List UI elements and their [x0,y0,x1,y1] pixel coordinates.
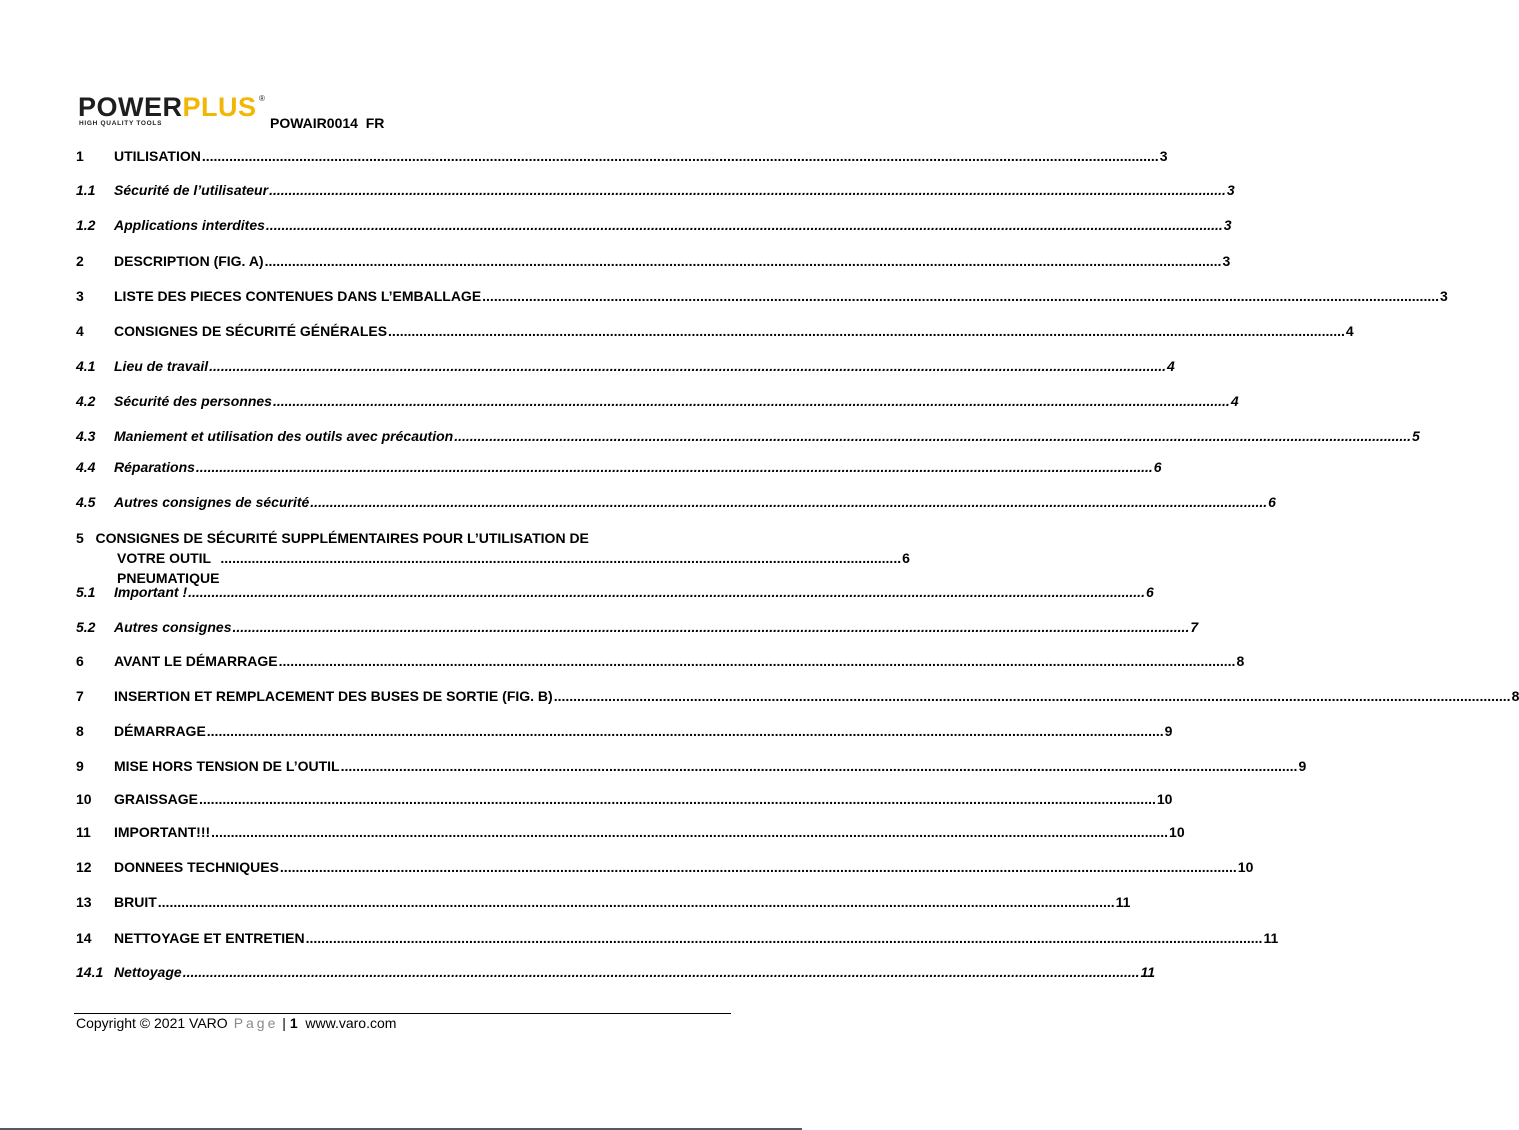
toc-entry[interactable] [76,146,1168,166]
toc-number: 5.1 [76,584,96,600]
toc-page: 9 [1298,758,1307,774]
page-footer [76,1015,396,1031]
toc-title-cont: VOTRE OUTIL PNEUMATIQUE [117,550,220,586]
toc-page: 11 [1140,964,1156,980]
toc-page: 8 [1511,688,1519,704]
toc-entry[interactable] [76,756,1307,776]
toc-number: 4.3 [76,428,96,444]
toc-number: 12 [76,859,92,875]
toc-title: CONSIGNES DE SÉCURITÉ GÉNÉRALES [114,323,388,339]
toc-leader [554,686,1511,706]
toc-title: AVANT LE DÉMARRAGE [114,653,278,669]
toc-page: 6 [902,550,910,566]
logo-tagline: HIGH QUALITY TOOLS [79,120,163,127]
toc-page: 4 [1167,358,1175,374]
toc-entry[interactable] [76,391,1239,411]
copyright-text: Copyright © 2021 VARO [76,1015,228,1031]
toc-leader [202,146,1159,166]
toc-title: NETTOYAGE ET ENTRETIEN [114,930,305,946]
page-number: 1 [289,1015,298,1031]
toc-entry[interactable] [76,928,1279,948]
toc-number: 4.2 [76,393,96,409]
toc-number: 4.1 [76,358,96,374]
toc-entry[interactable] [76,457,1162,477]
toc-title: Nettoyage [114,964,182,980]
toc-leader [310,492,1267,512]
toc-leader [207,721,1164,741]
toc-title: UTILISATION [114,148,201,164]
website-link[interactable]: www.varo.com [305,1015,397,1031]
toc-title: Lieu de travail [114,358,209,374]
toc-page: 3 [1440,288,1448,304]
toc-number: 4 [76,323,84,339]
toc-title: Sécurité des personnes [114,393,272,409]
toc-number: 7 [76,688,84,704]
toc-page: 4 [1230,393,1239,409]
toc-page: 5 [1412,428,1420,444]
toc-title: LISTE DES PIECES CONTENUES DANS L’EMBALLAGE [114,288,482,304]
toc-entry[interactable] [76,215,1232,235]
toc-title: Autres consignes de sécurité [114,494,310,510]
document-code: POWAIR0014 FR [270,115,385,131]
toc-number: 10 [76,791,92,807]
logo-wordmark: POWERPLUS [78,92,257,122]
toc-number: 14 [76,930,92,946]
toc-page: 9 [1164,723,1173,739]
toc-leader [196,457,1153,477]
registered-mark: ® [259,94,265,103]
toc-page: 8 [1236,653,1245,669]
toc-title: DESCRIPTION (FIG. A) [114,253,264,269]
toc-number: 2 [76,253,84,269]
toc-page: 7 [1190,619,1199,635]
toc-page: 6 [1268,494,1276,510]
toc-leader [269,180,1226,200]
toc-page: 3 [1226,182,1235,198]
toc-leader [211,822,1168,842]
toc-entry[interactable] [76,857,1254,877]
toc-entry[interactable] [76,528,910,586]
toc-number: 11 [76,824,91,840]
toc-title: DONNEES TECHNIQUES [114,859,279,875]
toc-title: INSERTION ET REMPLACEMENT DES BUSES DE SORTIE (FIG. B) [114,688,553,704]
toc-page: 3 [1223,217,1232,233]
toc-entry[interactable] [76,822,1185,842]
toc-entry[interactable] [76,426,1420,446]
toc-title: Sécurité de l’utilisateur [114,182,269,198]
toc-number: 1 [76,148,84,164]
toc-number: 3 [76,288,84,304]
toc-number: 1.2 [76,217,96,233]
toc-leader [266,215,1223,235]
toc-leader [388,321,1345,341]
toc-entry[interactable] [76,789,1173,809]
toc-entry[interactable] [76,721,1173,741]
powerplus-logo [78,93,268,129]
toc-title: Autres consignes [114,619,232,635]
toc-title: MISE HORS TENSION DE L’OUTIL [114,758,340,774]
toc-leader: ............................................................................................................................................................................... [220,550,902,566]
toc-leader [273,391,1230,411]
toc-leader [306,928,1263,948]
toc-page: 6 [1153,459,1162,475]
toc-page: 3 [1159,148,1168,164]
toc-title: IMPORTANT!!! [114,824,211,840]
toc-page: 4 [1345,323,1354,339]
toc-entry[interactable] [76,286,1448,306]
toc-number: 13 [76,894,92,910]
toc-title: GRAISSAGE [114,791,199,807]
toc-page: 10 [1169,824,1185,840]
toc-number: 8 [76,723,84,739]
toc-leader [232,617,1189,637]
toc-title: Important ! [114,584,188,600]
toc-title: BRUIT [114,894,157,910]
toc-page: 11 [1115,894,1131,910]
toc-leader [341,756,1298,776]
toc-leader [265,251,1222,271]
toc-entry[interactable] [76,617,1199,637]
toc-page: 10 [1237,859,1254,875]
toc-entry[interactable] [76,492,1276,512]
toc-leader [158,892,1115,912]
toc-number: 5.2 [76,619,96,635]
toc-title: Réparations [114,459,195,475]
footer-divider [74,1013,731,1014]
toc-entry[interactable] [76,582,1154,602]
toc-number: 4.5 [76,494,96,510]
toc-page: 11 [1263,930,1279,946]
toc-number: 4.4 [76,459,96,475]
toc-leader [454,426,1411,446]
toc-leader [209,356,1166,376]
toc-entry[interactable] [76,892,1131,912]
toc-title: Maniement et utilisation des outils avec précaution [114,428,454,444]
toc-entry[interactable] [76,321,1354,341]
toc-entry[interactable] [76,356,1175,376]
toc-leader [188,582,1145,602]
toc-title: Applications interdites [114,217,265,233]
toc-entry[interactable] [76,686,1519,706]
toc-leader [279,651,1236,671]
toc-entry[interactable] [76,251,1231,271]
toc-title: CONSIGNES DE SÉCURITÉ SUPPLÉMENTAIRES POUR L’UTILISATION DE [95,530,589,546]
toc-entry[interactable] [76,651,1245,671]
toc-leader [183,962,1140,982]
page-separator: | [282,1015,286,1031]
toc-page: 3 [1222,253,1231,269]
toc-entry[interactable] [76,180,1235,200]
toc-title-line1 [76,528,720,548]
toc-entry[interactable] [76,962,1156,982]
toc-number: 9 [76,758,84,774]
toc-number: 14.1 [76,964,104,980]
toc-page: 10 [1156,791,1173,807]
toc-leader [280,857,1237,877]
toc-number: 5 [76,530,84,546]
toc-leader [482,286,1439,306]
toc-leader [199,789,1156,809]
page-label: Page [233,1015,279,1031]
toc-title: DÉMARRAGE [114,723,206,739]
toc-number: 1.1 [76,182,96,198]
toc-page: 6 [1145,584,1154,600]
toc-number: 6 [76,653,84,669]
